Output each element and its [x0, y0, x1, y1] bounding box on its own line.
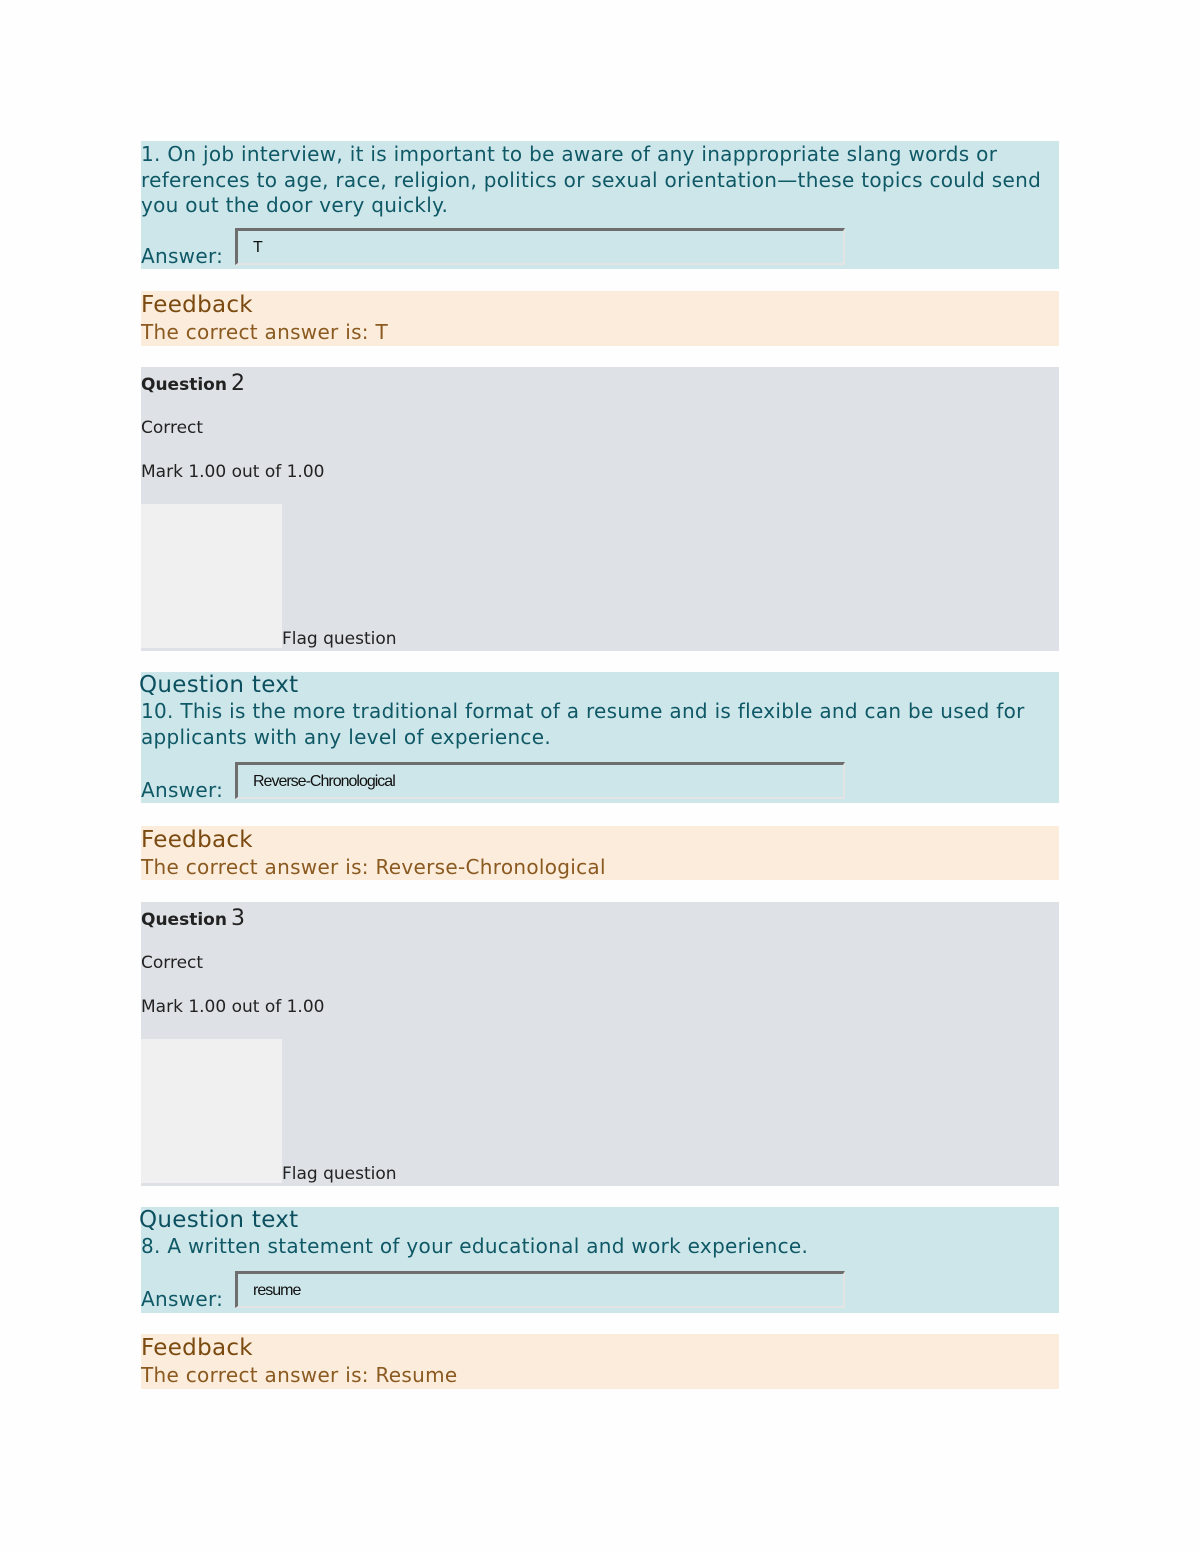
- question-3-answer-row: [141, 1271, 1059, 1311]
- flag-question-link[interactable]: Flag question: [282, 629, 397, 649]
- question-3-answer-input[interactable]: resume: [235, 1271, 845, 1308]
- question-grade: Mark 1.00 out of 1.00: [141, 462, 325, 482]
- question-text-heading: Question text: [139, 1207, 299, 1233]
- feedback-text: The correct answer is: T: [141, 320, 389, 344]
- question-1-answer-row: [141, 228, 1059, 268]
- question-grade: Mark 1.00 out of 1.00: [141, 997, 325, 1017]
- question-text-heading: Question text: [139, 672, 299, 698]
- question-number: 3: [230, 906, 245, 931]
- question-2-text-panel: [141, 672, 1059, 803]
- question-title: [141, 906, 245, 931]
- question-state: Correct: [141, 953, 204, 973]
- feedback-heading: Feedback: [141, 827, 253, 853]
- question-title: [141, 371, 245, 396]
- feedback-text: The correct answer is: Resume: [141, 1363, 458, 1387]
- answer-label: Answer:: [141, 244, 224, 268]
- flag-icon[interactable]: [141, 1039, 282, 1183]
- flag-question-link[interactable]: Flag question: [282, 1164, 397, 1184]
- question-title-label: Question: [141, 910, 227, 930]
- question-3-text: 8. A written statement of your educational and work experience.: [141, 1234, 809, 1258]
- question-3-feedback-panel: [141, 1334, 1059, 1389]
- feedback-text: The correct answer is: Reverse-Chronological: [141, 855, 606, 879]
- question-state: Correct: [141, 418, 204, 438]
- question-1-answer-input[interactable]: T: [235, 228, 845, 265]
- question-2-answer-input[interactable]: Reverse-Chronological: [235, 762, 845, 799]
- answer-label: Answer:: [141, 1287, 224, 1311]
- question-2-feedback-panel: [141, 826, 1059, 880]
- feedback-heading: Feedback: [141, 292, 253, 318]
- flag-icon[interactable]: [141, 504, 282, 648]
- question-3-text-panel: [141, 1207, 1059, 1313]
- question-2-info-panel: [141, 367, 1059, 651]
- question-2-answer-row: [141, 762, 1059, 802]
- question-number: 2: [230, 371, 245, 396]
- question-3-info-panel: [141, 902, 1059, 1186]
- question-1-feedback-panel: [141, 291, 1059, 346]
- question-1-text: 1. On job interview, it is important to be aware of any inappropriate slang words or references to age, race, religion, politics or sexual orientation—these topics could send you out the door very quickly.: [141, 142, 1042, 217]
- question-2-text: 10. This is the more traditional format of a resume and is flexible and can be used for applicants with any level of experience.: [141, 699, 1025, 749]
- feedback-heading: Feedback: [141, 1335, 253, 1361]
- question-1-text-panel: [141, 141, 1059, 269]
- answer-label: Answer:: [141, 778, 224, 802]
- question-title-label: Question: [141, 375, 227, 395]
